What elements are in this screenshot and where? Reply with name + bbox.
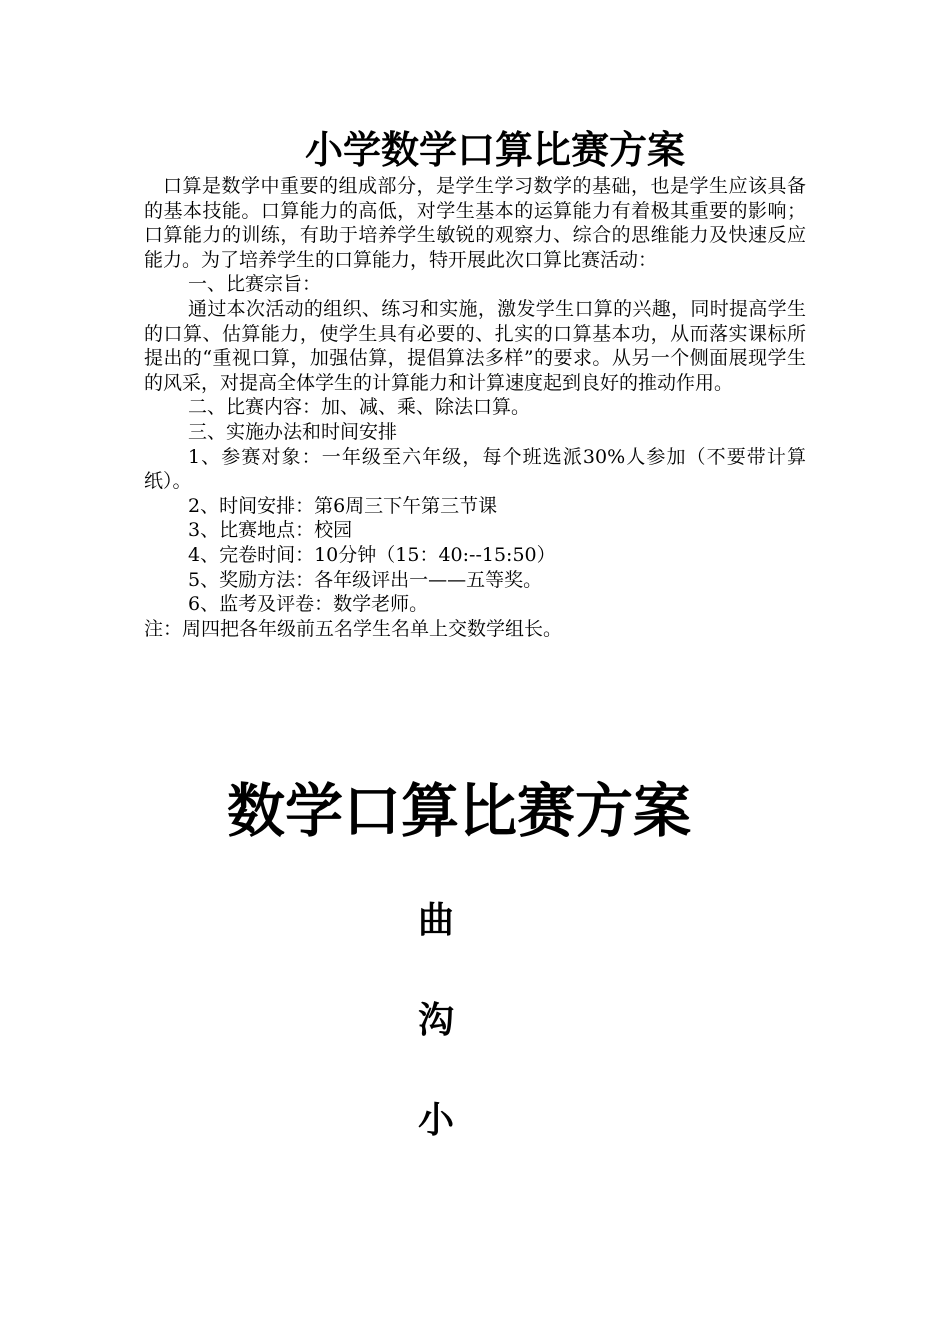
document-title: 小学数学口算比赛方案 — [304, 127, 685, 172]
list-item: 5、奖励方法：各年级评出一——五等奖。 — [188, 568, 543, 591]
list-item: 1、参赛对象：一年级至六年级，每个班选派30%人参加（不要带计算纸）。 — [144, 445, 806, 493]
list-item: 6、监考及评卷：数学老师。 — [188, 593, 429, 616]
section-2-content: 二、比赛内容：加、减、乘、除法口算。 — [188, 396, 531, 419]
section-1-heading: 一、比赛宗旨： — [188, 273, 322, 296]
cover-vertical-char: 曲 — [417, 899, 454, 941]
cover-title: 数学口算比赛方案 — [226, 777, 691, 845]
section-3-heading: 三、实施办法和时间安排 — [188, 420, 398, 443]
cover-vertical-char: 沟 — [417, 999, 454, 1041]
list-item: 2、时间安排：第6周三下午第三节课 — [188, 494, 498, 517]
intro-paragraph: 口算是数学中重要的组成部分，是学生学习数学的基础，也是学生应该具备的基本技能。口算能力的高低，对学生基本的运算能力有着极其重要的影响；口算能力的训练，有助于培养学生敏锐的观察力、综合的思维能力及快速反应能力。为了培养学生的口算能力，特开展此次口算比赛活动： — [144, 175, 806, 271]
list-item: 4、完卷时间：10分钟（15：40:--15:50） — [188, 543, 556, 566]
document-body — [144, 174, 806, 641]
section-1-body: 通过本次活动的组织、练习和实施，激发学生口算的兴趣，同时提高学生的口算、估算能力，使学生具有必要的、扎实的口算基本功，从而落实课标所提出的“重视口算，加强估算，提倡算法多样”的要求。从另一个侧面展现学生的风采，对提高全体学生的计算能力和计算速度起到良好的推动作用。 — [144, 297, 806, 394]
cover-vertical-char: 小 — [417, 1099, 454, 1141]
note-paragraph: 注：周四把各年级前五名学生名单上交数学组长。 — [144, 617, 563, 640]
list-item: 3、比赛地点：校园 — [188, 519, 353, 542]
